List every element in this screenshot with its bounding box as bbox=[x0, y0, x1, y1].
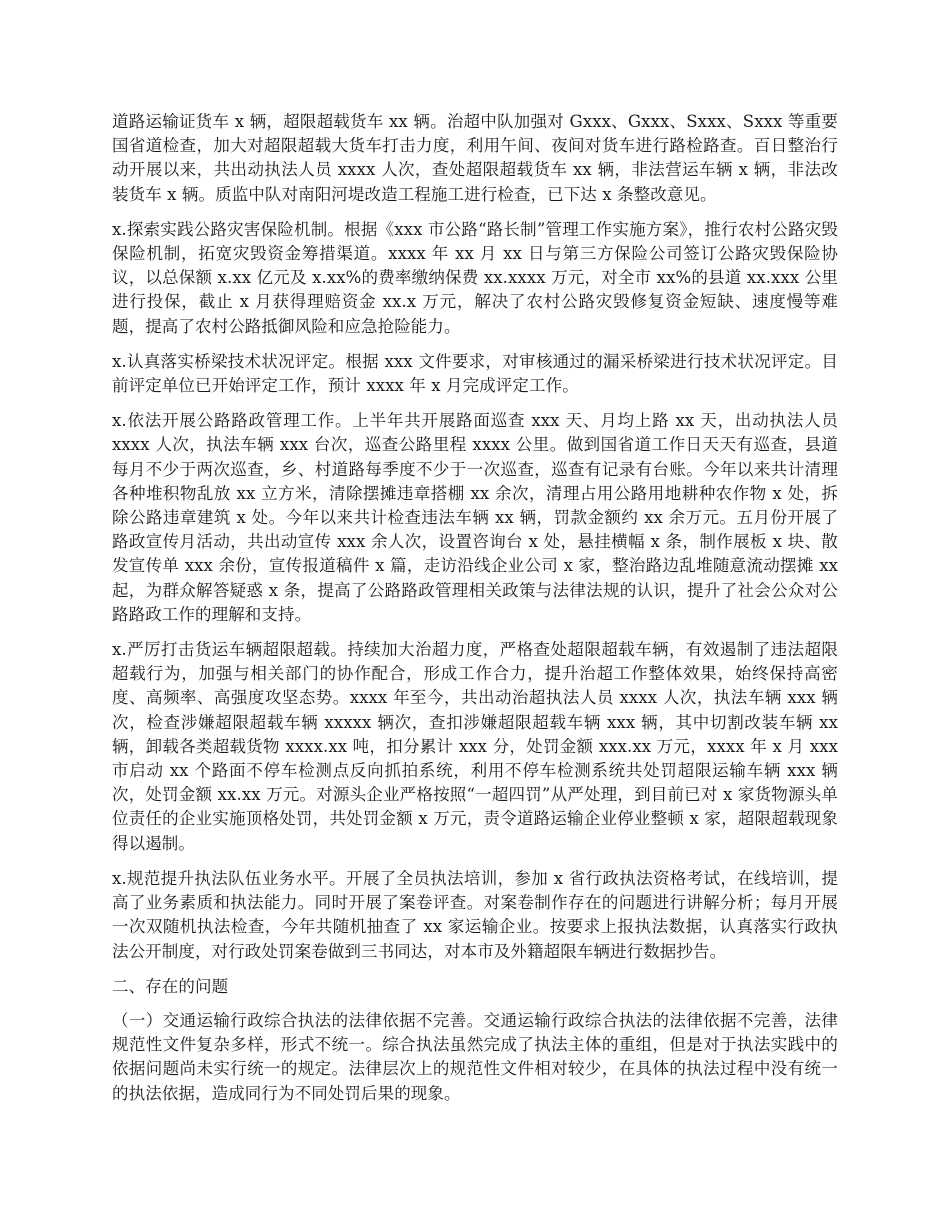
section-heading: 二、存在的问题 bbox=[112, 976, 229, 996]
paragraph-road-administration: x.依法开展公路路政管理工作。上半年共开展路面巡查 xxx 天、月均上路 xx 天，出动执法人员 xxxx 人次，执法车辆 xxx 台次，巡查公路里程 xxxx 公里。做到国省道工作日天天有巡查，县道每月不少于两次巡查，乡、村道路每季度不少于一次巡查，巡查有记录有台账。今年以来共计清理各种堆积物乱放 xx 立方米，清除摆摊违章搭棚 xx 余次，清理占用公路用地耕种农作物 x 处，拆除公路违章建筑 x 处。今年以来共计检查违法车辆 xx 辆，罚款金额约 xx 余万元。五月份开展了路政宣传月活动，共出动宣传 xxx 余人次，设置咨询台 x 处，悬挂横幅 x 条，制作展板 x 块、散发宣传单 xxx 余份，宣传报道稿件 x 篇，走访沿线企业公司 x 家，整治路边乱堆随意流动摆摊 xx 起，为群众解答疑惑 x 条，提高了公路路政管理相关政策与法律法规的认识，提升了社会公众对公路路政工作的理解和支持。 bbox=[112, 411, 838, 624]
paragraph-disaster-insurance: x.探索实践公路灾害保险机制。根据《xxx 市公路“路长制”管理工作实施方案》，推行农村公路灾毁保险机制，拓宽灾毁资金筹措渠道。xxxx 年 xx 月 xx 日与第三方保险公司签订公路灾毁保险协议，以总保额 x.xx 亿元及 x.xx%的费率缴纳保费 xx.xxxx 万元，对全市 xx%的县道 xx.xxx 公里进行投保，截止 x 月获得理赔资金 xx.x 万元，解决了农村公路灾毁修复资金短缺、速度慢等难题，提高了农村公路抵御风险和应急抢险能力。 bbox=[112, 219, 838, 336]
paragraph-bridge-assessment: x.认真落实桥梁技术状况评定。根据 xxx 文件要求，对审核通过的漏采桥梁进行技术状况评定。目前评定单位已开始评定工作，预计 xxxx 年 x 月完成评定工作。 bbox=[112, 351, 838, 396]
paragraph-overload-inspection: 道路运输证货车 x 辆，超限超载货车 xx 辆。治超中队加强对 Gxxx、Gxxx、Sxxx、Sxxx 等重要国省道检查，加大对超限超载大货车打击力度，利用午间、夜间对货车进行路检路查。百日整治行动开展以来，共出动执法人员 xxxx 人次，查处超限超载货车 xx 辆，非法营运车辆 x 辆，非法改装货车 x 辆。质监中队对南阳河堤改造工程施工进行检查，已下达 x 条整改意见。 bbox=[112, 112, 838, 204]
paragraph-legal-basis-issue: （一）交通运输行政综合执法的法律依据不完善。交通运输行政综合执法的法律依据不完善，法律规范性文件复杂多样，形式不统一。综合执法虽然完成了执法主体的重组，但是对于执法实践中的依据问题尚未实行统一的规定。法律层次上的规范性文件相对较少，在具体的执法过程中没有统一的执法依据，造成同行为不同处罚后果的现象。 bbox=[112, 1010, 838, 1103]
paragraph-overload-crackdown: x.严厉打击货运车辆超限超载。持续加大治超力度，严格查处超限超载车辆，有效遏制了违法超限超载行为，加强与相关部门的协作配合，形成工作合力，提升治超工作整体效果，始终保持高密度、高频率、高强度攻坚态势。xxxx 年至今，共出动治超执法人员 xxxx 人次，执法车辆 xxx 辆次，检查涉嫌超限超载车辆 xxxxx 辆次，查扣涉嫌超限超载车辆 xxx 辆，其中切割改装车辆 xx 辆，卸载各类超载货物 xxxx.xx 吨，扣分累计 xxx 分，处罚金额 xxx.xx 万元，xxxx 年 x 月 xxx 市启动 xx 个路面不停车检测点反向抓拍系统，利用不停车检测系统共处罚超限运输车辆 xxx 辆次，处罚金额 xx.xx 万元。对源头企业严格按照“一超四罚”从严处理，到目前已对 x 家货物源头单位责任的企业实施顶格处罚，共处罚金额 x 万元，责令道路运输企业停业整顿 x 家，超限超载现象得以遏制。 bbox=[112, 640, 838, 853]
document-page bbox=[112, 110, 838, 1117]
paragraph-enforcement-team: x.规范提升执法队伍业务水平。开展了全员执法培训，参加 x 省行政执法资格考试，在线培训，提高了业务素质和执法能力。同时开展了案卷评查。对案卷制作存在的问题进行讲解分析；每月开展一次双随机执法检查，今年共随机抽查了 xx 家运输企业。按要求上报执法数据，认真落实行政执法公开制度，对行政处罚案卷做到三书同达，对本市及外籍超限车辆进行数据抄告。 bbox=[112, 868, 838, 961]
